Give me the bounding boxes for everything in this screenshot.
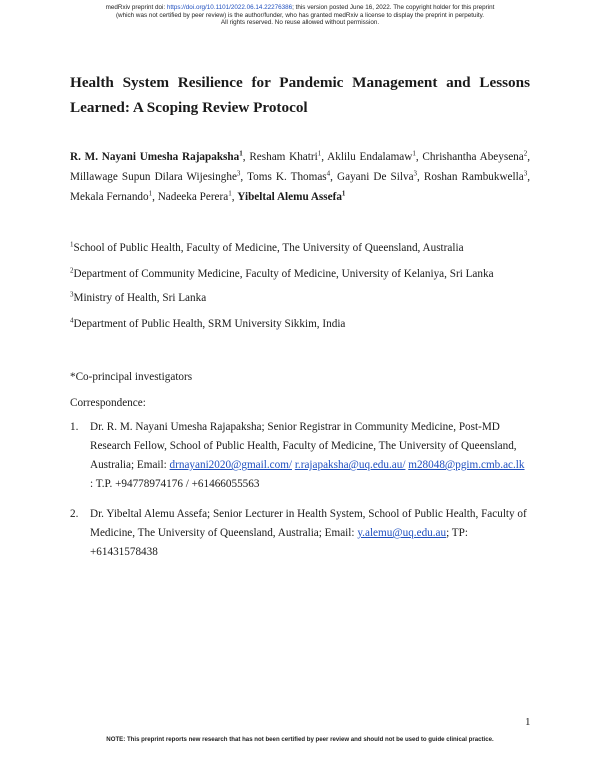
banner-line-3: All rights reserved. No reuse allowed without permission. (220, 19, 380, 27)
author-name: Aklilu Endalamaw (327, 151, 413, 163)
author-affiliation-marker: 1 (317, 149, 322, 158)
author-affiliation-marker: 2 (523, 149, 528, 158)
affiliation-3: $^3$Ministry of Health, Sri Lanka (70, 290, 207, 304)
banner-line-1: medRxiv preprint doi: https://doi.org/10.1101/2022.06.14.22276386; this version posted June 16, 2022. The copyright holder for this preprint (105, 4, 495, 11)
email-link-yalemu[interactable]: y.alemu@uq.edu.au (357, 527, 447, 539)
author-name: Roshan Rambukwella (423, 171, 524, 183)
author-name: Mekala Fernando (70, 191, 149, 203)
author-name: R. M. Nayani Umesha Rajapaksha (70, 151, 240, 163)
affiliation-4: $^4$Department of Public Health, SRM University Sikkim, India (70, 316, 346, 330)
author-name: Chrishantha Abeysena (422, 151, 524, 163)
affiliation-2: $^2$Department of Community Medicine, Faculty of Medicine, University of Kelaniya, Sri Lanka (70, 266, 494, 280)
correspondence-list (70, 418, 530, 562)
correspondence-item-1: 1. Dr. R. M. Nayani Umesha Rajapaksha; Senior Registrar in Community Medicine, Post-MD Research Fellow, School of Public Health, Faculty of Medicine, The University of Queensland, Australia; Email: drnayani2020@gmail.com/ r.rajapaksha@uq.edu.au/ m28048@pgim.cmb.ac.lk : T.P. +94778974176 / +61466055563 (70, 421, 525, 490)
email-link-rrajapaksha[interactable]: r.rajapaksha@uq.edu.au/ (294, 459, 406, 471)
author-affiliation-marker: 1 (228, 189, 232, 198)
author-affiliation-marker: 3 (523, 169, 528, 178)
preprint-banner (0, 4, 600, 27)
affiliation-1: $^1$School of Public Health, Faculty of Medicine, The University of Queensland, Australia (70, 240, 464, 254)
author-list: R. M. Nayani Umesha Rajapaksha$^1$, Resham Khatri$^1$, Aklilu Endalamaw$^1$, Chrishantha Abeysena$^2$, Millawage Supun Dilara Wijesinghe$^3$, Toms K. Thomas$^4$, Gayani De Silva$^3$, Roshan Rambukwella$^3$, Mekala Fernando$^1$, Nadeeka Perera$^1$, Yibeltal Alemu Assefa$^1$ (70, 149, 531, 203)
author-affiliation-marker: 1 (148, 189, 153, 198)
author-name: Toms K. Thomas (247, 171, 327, 183)
email-link-pgim[interactable]: m28048@pgim.cmb.ac.lk (408, 459, 525, 471)
correspondence-label: Correspondence: (70, 397, 146, 409)
doi-link[interactable]: https://doi.org/10.1101/2022.06.14.22276386 (166, 4, 293, 11)
correspondence-item-2: 2. Dr. Yibeltal Alemu Assefa; Senior Lecturer in Health System, School of Public Health, Faculty of Medicine, The University of Queensland, Australia; Email: y.alemu@uq.edu.au; TP: +61431578438 (70, 508, 527, 558)
author-name: Nadeeka Perera (157, 191, 229, 203)
co-principal-note: *Co-principal investigators (70, 371, 193, 383)
author-name: Gayani De Silva (337, 171, 414, 183)
author-name: Millawage Supun Dilara Wijesinghe (70, 171, 237, 183)
author-affiliation-marker: 3 (413, 169, 418, 178)
email-link-drnayani[interactable]: drnayani2020@gmail.com/ (169, 459, 293, 471)
author-affiliation-marker: 1 (412, 149, 416, 158)
preprint-disclaimer-footer: NOTE: This preprint reports new research that has not been certified by peer review and should not be used to guide clinical practice. (106, 736, 494, 743)
banner-line-2: (which was not certified by peer review) is the author/funder, who has granted medRxiv a license to display the preprint in perpetuity. (115, 11, 485, 19)
author-name: Yibeltal Alemu Assefa (237, 191, 342, 203)
author-affiliation-marker: 3 (236, 169, 241, 178)
author-affiliation-marker: 4 (326, 169, 331, 178)
page-number: 1 (525, 716, 531, 728)
author-name: Resham Khatri (249, 151, 318, 163)
author-affiliation-marker: 1 (239, 149, 243, 158)
paper-title: Health System Resilience for Pandemic Management and Lessons Learned: A Scoping Review Protocol (70, 74, 530, 116)
author-affiliation-marker: 1 (341, 189, 346, 198)
